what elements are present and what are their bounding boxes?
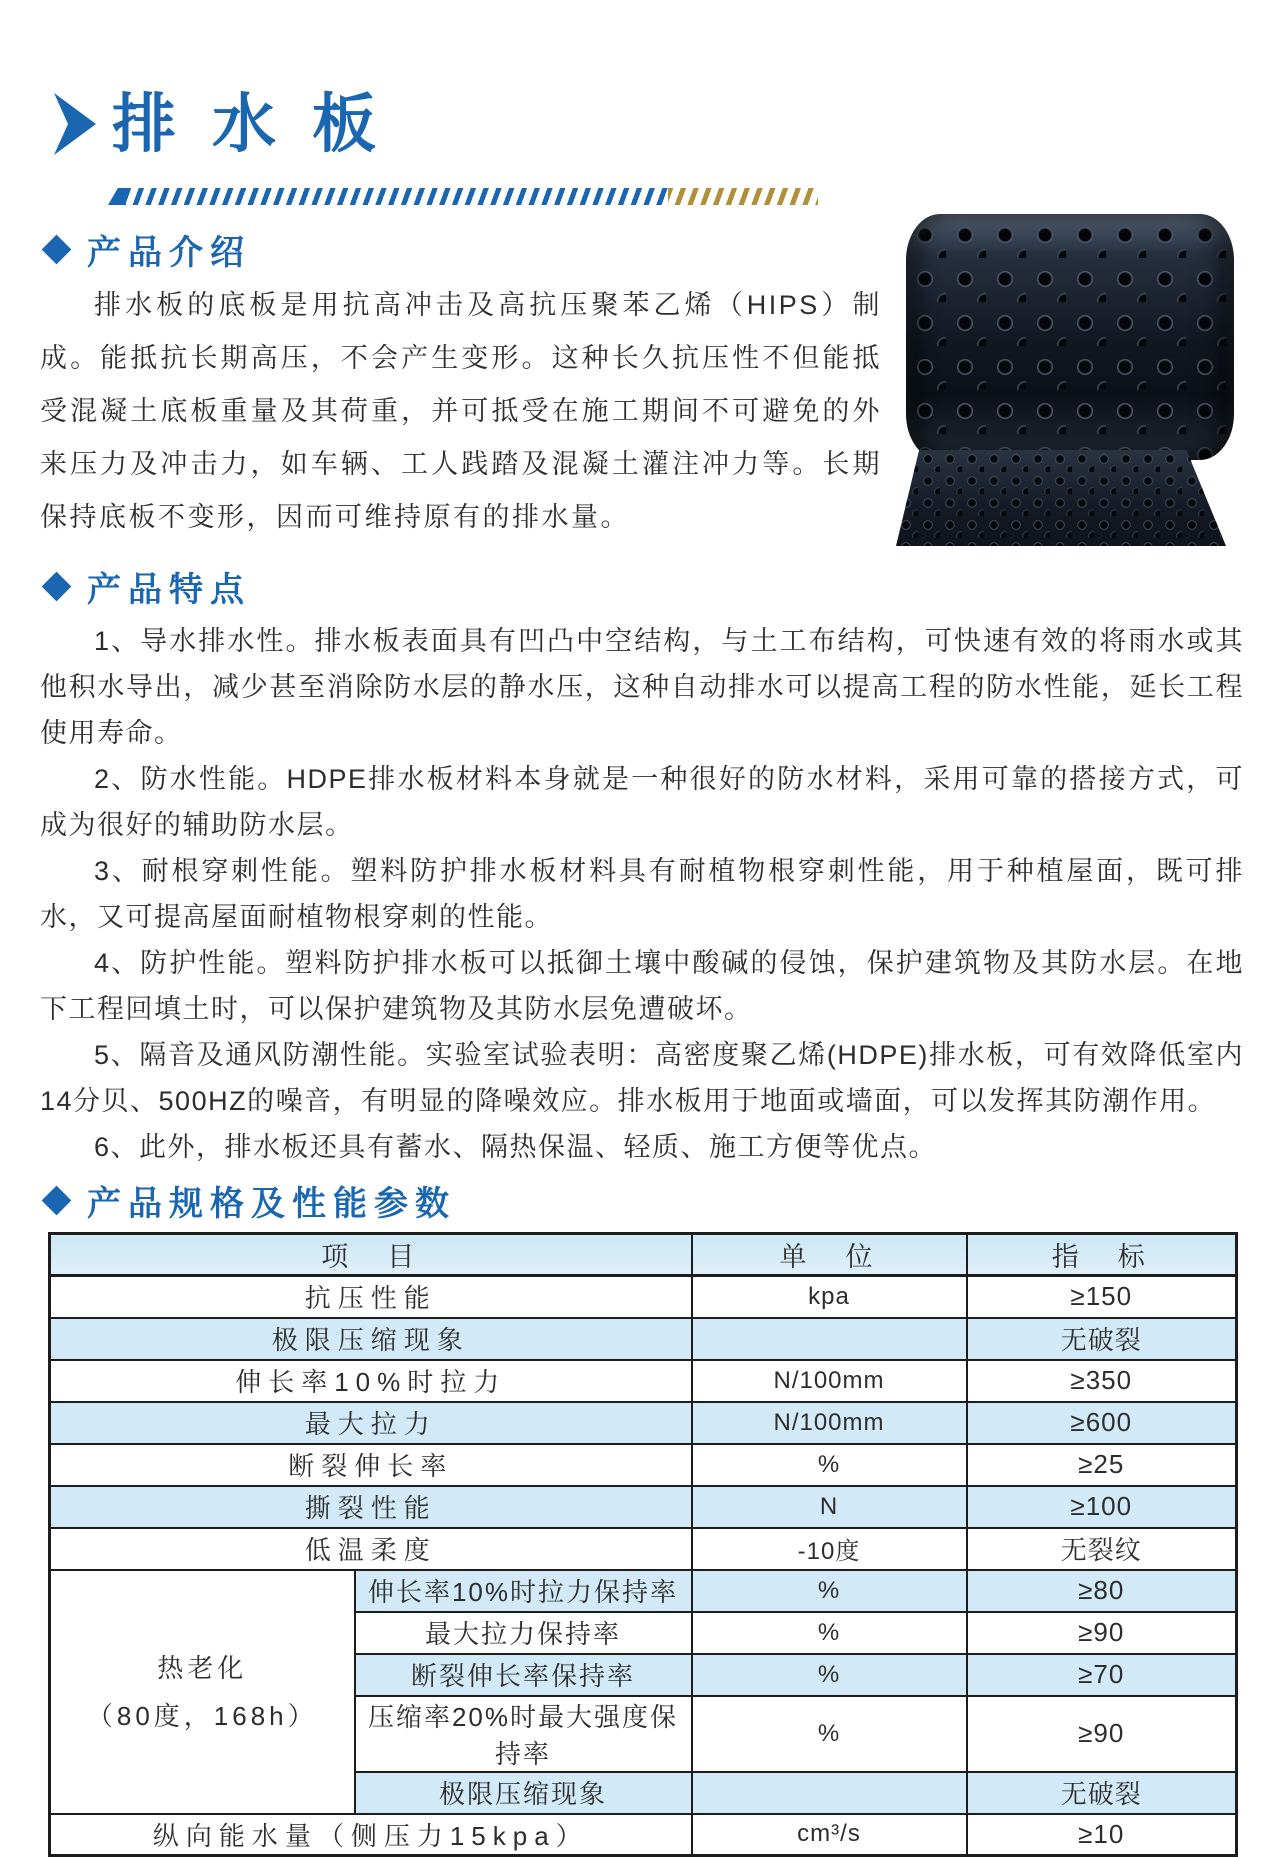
row-value: 无裂纹	[967, 1528, 1237, 1570]
row-item: 抗压性能	[50, 1276, 692, 1318]
row-unit: %	[692, 1570, 967, 1612]
row-unit	[692, 1772, 967, 1814]
column-header-unit: 单 位	[692, 1234, 967, 1276]
row-value: ≥10	[967, 1814, 1237, 1856]
table-row	[50, 1814, 1237, 1856]
row-item: 压缩率20%时最大强度保持率	[355, 1696, 692, 1772]
table-row	[50, 1528, 1237, 1570]
row-value: ≥70	[967, 1654, 1237, 1696]
row-unit: N/100mm	[692, 1360, 967, 1402]
feature-item-3: 3、耐根穿刺性能。塑料防护排水板材料具有耐植物根穿刺性能，用于种植屋面，既可排水，又可提高屋面耐植物根穿刺的性能。	[40, 856, 1244, 932]
heat-aging-label-line1: 热老化	[157, 1652, 248, 1683]
row-unit: cm³/s	[692, 1814, 967, 1856]
heat-aging-label-line2: （80度，168h）	[86, 1700, 318, 1731]
row-item: 伸长率10%时拉力	[50, 1360, 692, 1402]
intro-paragraph: 排水板的底板是用抗高冲击及高抗压聚苯乙烯（HIPS）制成。能抵抗长期高压，不会产生变形。这种长久抗压性不但能抵受混凝土底板重量及其荷重，并可抵受在施工期间不可避免的外来压力及冲击力，如车辆、工人践踏及混凝土灌注冲力等。长期保持底板不变形，因而可维持原有的排水量。	[40, 290, 882, 532]
table-row	[50, 1486, 1237, 1528]
page-header	[40, 84, 1244, 164]
row-item: 极限压缩现象	[355, 1772, 692, 1814]
stripe-gold-segment	[668, 188, 818, 205]
row-unit: -10度	[692, 1528, 967, 1570]
table-header-row	[50, 1234, 1237, 1276]
row-value: ≥100	[967, 1486, 1237, 1528]
row-value: 无破裂	[967, 1318, 1237, 1360]
table-row	[50, 1318, 1237, 1360]
drainage-board-sheet-image	[896, 450, 1226, 546]
intro-heading: 产品介绍	[87, 233, 251, 272]
row-item: 断裂伸长率保持率	[355, 1654, 692, 1696]
drainage-board-roll-image	[906, 214, 1234, 460]
row-unit: %	[692, 1696, 967, 1772]
diamond-icon	[42, 234, 72, 264]
specs-heading: 产品规格及性能参数	[87, 1184, 456, 1223]
table-row	[50, 1570, 1237, 1612]
row-unit: %	[692, 1612, 967, 1654]
row-value: ≥90	[967, 1612, 1237, 1654]
row-value: ≥80	[967, 1570, 1237, 1612]
column-header-item: 项 目	[50, 1234, 692, 1276]
table-row	[50, 1402, 1237, 1444]
row-item: 伸长率10%时拉力保持率	[355, 1570, 692, 1612]
features-heading: 产品特点	[87, 570, 251, 609]
row-value: 无破裂	[967, 1772, 1237, 1814]
arrowhead-icon	[54, 93, 96, 155]
specs-section-header	[40, 1178, 1244, 1222]
row-value: ≥90	[967, 1696, 1237, 1772]
row-value: ≥350	[967, 1360, 1237, 1402]
row-unit: %	[692, 1654, 967, 1696]
features-section-header	[40, 564, 1244, 608]
row-value: ≥150	[967, 1276, 1237, 1318]
stripe-blue-segment	[126, 188, 668, 205]
stripe-start-triangle	[108, 188, 126, 205]
row-item: 低温柔度	[50, 1528, 692, 1570]
specs-table	[48, 1232, 1238, 1857]
diamond-icon	[42, 571, 72, 601]
heat-aging-group-label	[50, 1570, 355, 1814]
row-item: 撕裂性能	[50, 1486, 692, 1528]
table-row	[50, 1360, 1237, 1402]
row-unit: kpa	[692, 1276, 967, 1318]
feature-item-6: 6、此外，排水板还具有蓄水、隔热保温、轻质、施工方便等优点。	[94, 1132, 938, 1162]
table-row	[50, 1276, 1237, 1318]
row-item: 极限压缩现象	[50, 1318, 692, 1360]
row-value: ≥25	[967, 1444, 1237, 1486]
table-row	[50, 1444, 1237, 1486]
decorative-stripe	[108, 188, 1244, 205]
row-unit: N	[692, 1486, 967, 1528]
features-section	[40, 564, 1244, 1170]
feature-item-1: 1、导水排水性。排水板表面具有凹凸中空结构，与土工布结构，可快速有效的将雨水或其他积水导出，减少甚至消除防水层的静水压，这种自动排水可以提高工程的防水性能，延长工程使用寿命。	[40, 626, 1244, 748]
column-header-value: 指 标	[967, 1234, 1237, 1276]
page-title: 排水板	[112, 88, 412, 160]
specs-section	[40, 1178, 1244, 1857]
feature-item-2: 2、防水性能。HDPE排水板材料本身就是一种很好的防水材料，采用可靠的搭接方式，可成为很好的辅助防水层。	[40, 764, 1244, 840]
diamond-icon	[42, 1185, 72, 1215]
row-item: 最大拉力保持率	[355, 1612, 692, 1654]
row-unit: N/100mm	[692, 1402, 967, 1444]
product-photo	[896, 214, 1244, 546]
features-list	[40, 618, 1244, 1170]
row-item: 最大拉力	[50, 1402, 692, 1444]
feature-item-4: 4、防护性能。塑料防护排水板可以抵御土壤中酸碱的侵蚀，保护建筑物及其防水层。在地下工程回填土时，可以保护建筑物及其防水层免遭破坏。	[40, 948, 1244, 1024]
feature-item-5: 5、隔音及通风防潮性能。实验室试验表明：高密度聚乙烯(HDPE)排水板，可有效降低室内14分贝、500HZ的噪音，有明显的降噪效应。排水板用于地面或墙面，可以发挥其防潮作用。	[40, 1040, 1244, 1116]
row-item: 纵向能水量（侧压力15kpa）	[50, 1814, 692, 1856]
row-value: ≥600	[967, 1402, 1237, 1444]
row-unit	[692, 1318, 967, 1360]
row-item: 断裂伸长率	[50, 1444, 692, 1486]
row-unit: %	[692, 1444, 967, 1486]
